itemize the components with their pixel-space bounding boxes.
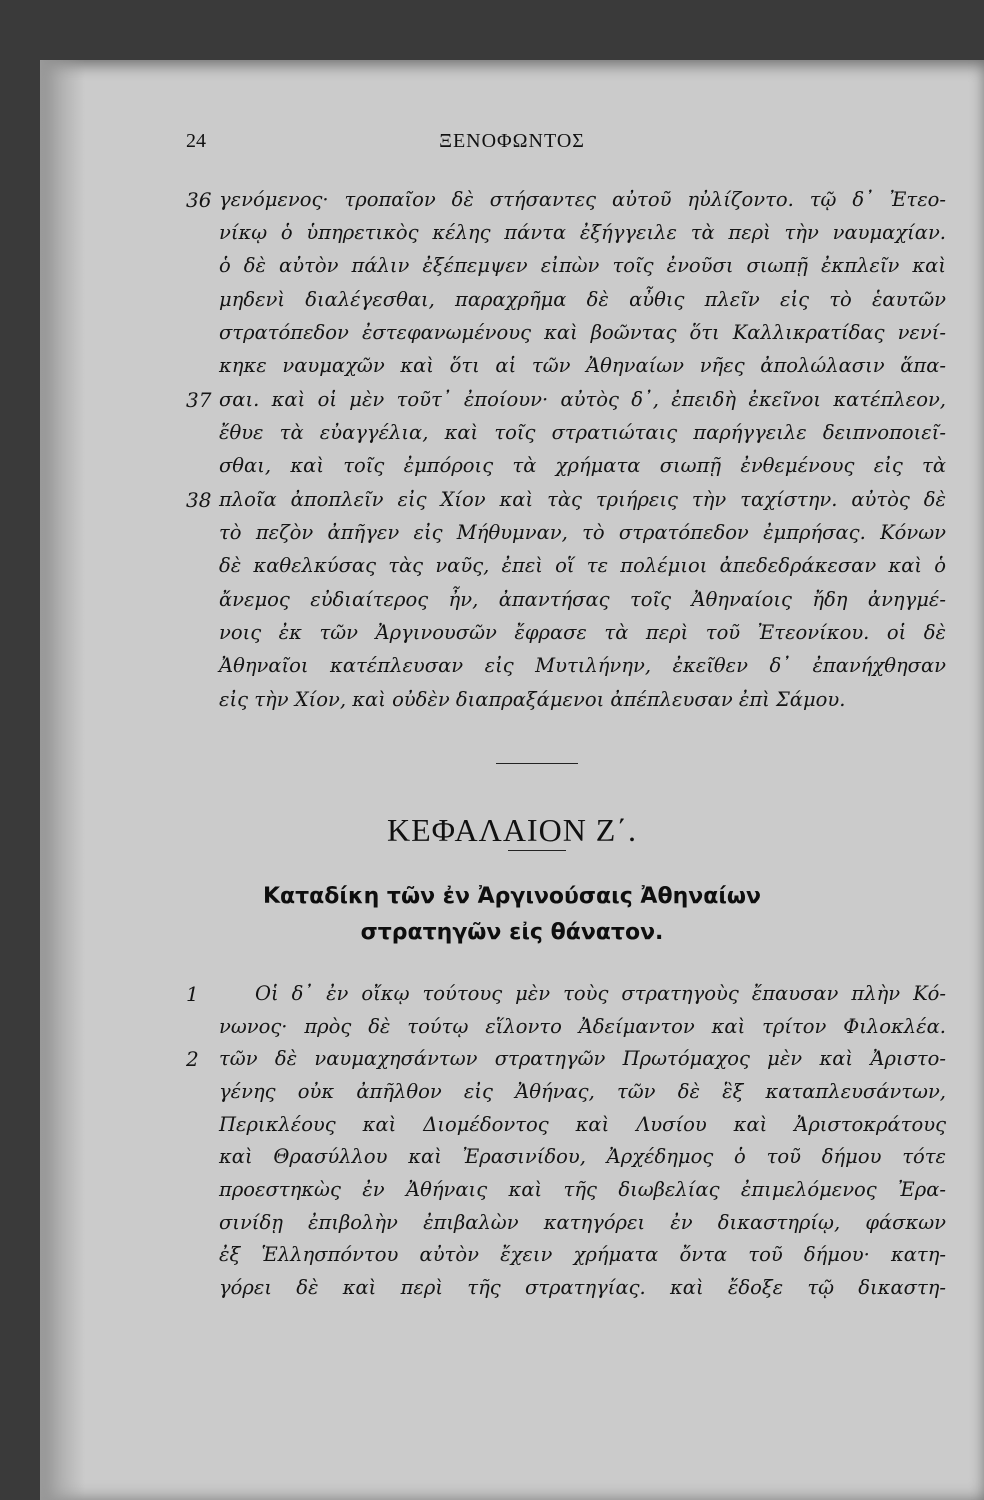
text-line: τὸ πεζὸν ἀπῆγεν εἰς Μήθυμναν, τὸ στρατόπεδον ἐμπρήσας. Κόνων [219, 521, 946, 544]
page-header [40, 130, 984, 160]
section-number: 1 [186, 982, 199, 1006]
text-line: σθαι, καὶ τοῖς ἐμπόροις τὰ χρήματα σιωπῇ ἐνθεμένους εἰς τὰ [219, 454, 946, 477]
book-page [40, 60, 984, 1500]
text-line: γενόμενος· τροπαῖον δὲ στήσαντες αὐτοῦ ηὐλίζοντο. τῷ δ᾽ Ἐτεο- [219, 188, 946, 211]
text-line: μηδενὶ διαλέγεσθαι, παραχρῆμα δὲ αὖθις πλεῖν εἰς τὸ ἑαυτῶν [219, 288, 946, 311]
text-line: σινίδῃ ἐπιβολὴν ἐπιβαλὼν κατηγόρει ἐν δικαστηρίῳ, φάσκων [219, 1211, 946, 1234]
text-line: νωνος· πρὸς δὲ τούτῳ εἵλοντο Ἀδείμαντον καὶ τρίτον Φιλοκλέα. [219, 1015, 946, 1038]
text-line: νοις ἐκ τῶν Ἀργινουσῶν ἔφρασε τὰ περὶ τοῦ Ἐτεονίκου. οἱ δὲ [219, 621, 946, 644]
section-divider [496, 763, 578, 764]
text-line: καὶ Θρασύλλου καὶ Ἐρασινίδου, Ἀρχέδημος ὁ τοῦ δήμου τότε [219, 1145, 946, 1168]
section-number: 38 [186, 488, 212, 512]
text-line: τῶν δὲ ναυμαχησάντων στρατηγῶν Πρωτόμαχος μὲν καὶ Ἀριστο- [219, 1047, 946, 1070]
chapter-subtitle-line1: Καταδίκη τῶν ἐν Ἀργινούσαις Ἀθηναίων [262, 884, 762, 909]
text-line: δὲ καθελκύσας τὰς ναῦς, ἐπεὶ οἵ τε πολέμιοι ἀπεδεδράκεσαν καὶ ὁ [219, 554, 946, 577]
text-line: Οἱ δ᾽ ἐν οἴκῳ τούτους μὲν τοὺς στρατηγοὺς ἔπαυσαν πλὴν Κό- [255, 982, 946, 1005]
text-line: κηκε ναυμαχῶν καὶ ὅτι αἱ τῶν Ἀθηναίων νῆες ἀπολώλασιν ἅπα- [219, 354, 946, 377]
text-line: Ἀθηναῖοι κατέπλευσαν εἰς Μυτιλήνην, ἐκεῖθεν δ᾽ ἐπανήχθησαν [219, 654, 946, 677]
section-number: 37 [186, 388, 212, 412]
text-line: σαι. καὶ οἱ μὲν τοῦτ᾽ ἐποίουν· αὐτὸς δ᾽, ἐπειδὴ ἐκεῖνοι κατέπλεον, [219, 388, 946, 411]
text-line: ἐξ Ἑλλησπόντου αὐτὸν ἔχειν χρήματα ὄντα τοῦ δήμου· κατη- [219, 1243, 946, 1266]
text-line: εἰς τὴν Χίον, καὶ οὐδὲν διαπραξάμενοι ἀπέπλευσαν ἐπὶ Σάμου. [219, 688, 846, 711]
text-line: πλοῖα ἀποπλεῖν εἰς Χίον καὶ τὰς τριήρεις τὴν ταχίστην. αὐτὸς δὲ [219, 488, 946, 511]
text-line: γένης οὐκ ἀπῆλθον εἰς Ἀθήνας, τῶν δὲ ἓξ καταπλευσάντων, [219, 1080, 946, 1103]
text-line: νίκῳ ὁ ὑπηρετικὸς κέλης πάντα ἐξήγγειλε τὰ περὶ τὴν ναυμαχίαν. [219, 221, 946, 244]
text-line: στρατόπεδον ἐστεφανωμένους καὶ βοῶντας ὅτι Καλλικρατίδας νενί- [219, 321, 946, 344]
chapter-title: ΚΕΦΑΛΑΙΟΝ Ζ΄. [386, 812, 637, 848]
text-line: προεστηκὼς ἐν Ἀθήναις καὶ τῆς διωβελίας ἐπιμελόμενος Ἐρα- [219, 1178, 946, 1201]
text-line: Περικλέους καὶ Διομέδοντος καὶ Λυσίου καὶ Ἀριστοκράτους [219, 1113, 946, 1136]
text-line: ἄνεμος εὐδιαίτερος ἦν, ἀπαντήσας τοῖς Ἀθηναίοις ἤδη ἀνηγμέ- [219, 588, 946, 611]
text-line: ἔθυε τὰ εὐαγγέλια, καὶ τοῖς στρατιώταις παρήγγειλε δειπνοποιεῖ- [219, 421, 946, 444]
page-number: 24 [186, 130, 206, 152]
section-number: 36 [186, 188, 212, 212]
title-divider [508, 850, 566, 851]
running-title: ΞΕΝΟΦΩΝΤΟΣ [439, 130, 585, 152]
chapter-subtitle-line2: στρατηγῶν εἰς θάνατον. [360, 920, 664, 945]
text-line: ὁ δὲ αὐτὸν πάλιν ἐξέπεμψεν εἰπὼν τοῖς ἐνοῦσι σιωπῇ ἐκπλεῖν καὶ [219, 254, 946, 277]
text-line: γόρει δὲ καὶ περὶ τῆς στρατηγίας. καὶ ἔδοξε τῷ δικαστη- [219, 1276, 946, 1299]
section-number: 2 [186, 1047, 199, 1071]
